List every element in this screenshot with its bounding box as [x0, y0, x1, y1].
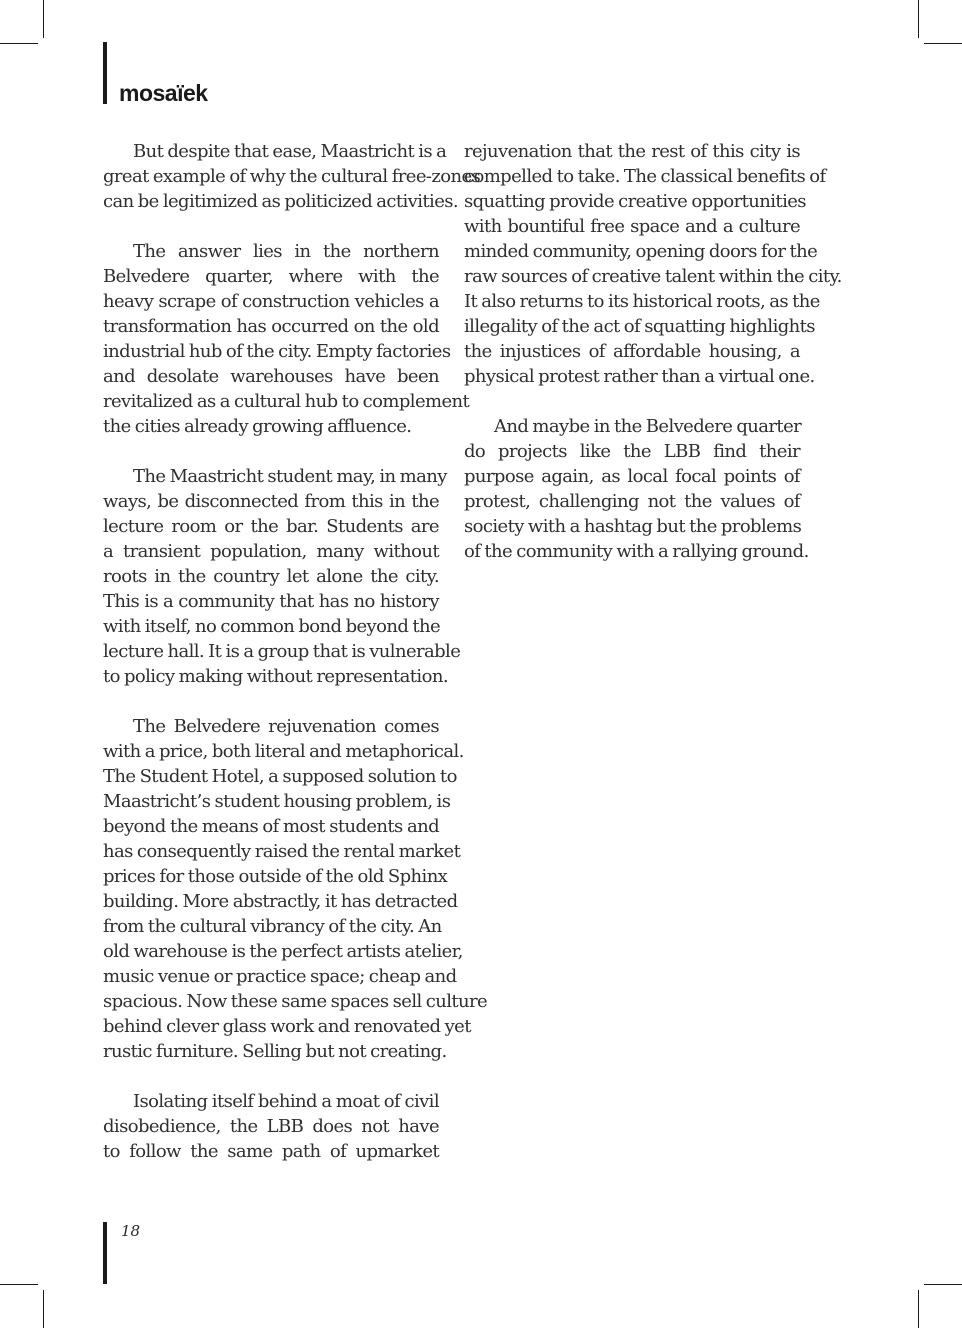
- paragraph: [464, 139, 842, 389]
- text-line: prices for those outside of the old Sphinx: [103, 866, 448, 887]
- text-line: physical protest rather than a virtual one.: [464, 366, 815, 387]
- paragraph: [464, 414, 809, 564]
- crop-mark-bottom-left-horizontal: [0, 1284, 38, 1285]
- crop-mark-bottom-left-vertical: [43, 1290, 44, 1328]
- text-line: the injustices of affordable housing, a: [464, 341, 800, 362]
- text-line: to policy making without representation.: [103, 666, 448, 687]
- text-line: from the cultural vibrancy of the city. An: [103, 916, 442, 937]
- text-line: lecture hall. It is a group that is vulnerable: [103, 641, 461, 662]
- text-line: beyond the means of most students and: [103, 816, 439, 837]
- text-line: squatting provide creative opportunities: [464, 191, 806, 212]
- text-line: a transient population, many without: [103, 541, 439, 562]
- text-line: roots in the country let alone the city.: [103, 566, 439, 587]
- text-line: Isolating itself behind a moat of civil: [133, 1091, 439, 1112]
- text-line: disobedience, the LBB does not have: [103, 1116, 439, 1137]
- text-line: compelled to take. The classical benefits of: [464, 166, 826, 187]
- text-line: But despite that ease, Maastricht is a: [133, 141, 447, 162]
- paragraph-gap: [103, 214, 439, 239]
- text-line: It also returns to its historical roots, as the: [464, 291, 820, 312]
- footer-rule: [103, 1222, 107, 1284]
- paragraph-gap: [464, 389, 800, 414]
- paragraph: [103, 714, 488, 1064]
- text-line: rejuvenation that the rest of this city is: [464, 141, 800, 162]
- text-line: music venue or practice space; cheap and: [103, 966, 457, 987]
- crop-mark-top-left-horizontal: [0, 43, 38, 44]
- text-line: with bountiful free space and a culture: [464, 216, 800, 237]
- crop-mark-top-right-vertical: [918, 0, 919, 38]
- text-line: This is a community that has no history: [103, 591, 439, 612]
- text-line: of the community with a rallying ground.: [464, 541, 809, 562]
- text-line: illegality of the act of squatting highlights: [464, 316, 815, 337]
- text-line: spacious. Now these same spaces sell culture: [103, 991, 488, 1012]
- text-line: The Maastricht student may, in many: [133, 466, 447, 487]
- paragraph: [103, 464, 461, 689]
- paragraph: [103, 239, 470, 439]
- text-line: transformation has occurred on the old: [103, 316, 439, 337]
- left-column: [103, 139, 488, 1164]
- text-line: revitalized as a cultural hub to complement: [103, 391, 470, 412]
- text-line: And maybe in the Belvedere quarter: [494, 416, 802, 437]
- paragraph-gap: [103, 1064, 439, 1089]
- text-line: raw sources of creative talent within the city.: [464, 266, 842, 287]
- text-line: minded community, opening doors for the: [464, 241, 818, 262]
- text-line: great example of why the cultural free-zones: [103, 166, 481, 187]
- text-line: The Belvedere rejuvenation comes: [133, 716, 439, 737]
- crop-mark-top-left-vertical: [43, 0, 44, 38]
- text-line: The answer lies in the northern: [133, 241, 439, 262]
- paragraph: [103, 1089, 439, 1164]
- text-line: the cities already growing affluence.: [103, 416, 412, 437]
- text-line: has consequently raised the rental market: [103, 841, 461, 862]
- crop-mark-bottom-right-horizontal: [924, 1284, 962, 1285]
- text-line: heavy scrape of construction vehicles a: [103, 291, 439, 312]
- text-line: society with a hashtag but the problems: [464, 516, 802, 537]
- text-line: can be legitimized as politicized activities.: [103, 191, 459, 212]
- text-line: rustic furniture. Selling but not creating.: [103, 1041, 447, 1062]
- text-line: behind clever glass work and renovated yet: [103, 1016, 471, 1037]
- right-column: [464, 139, 842, 564]
- page-number: 18: [121, 1222, 141, 1240]
- text-line: Belvedere quarter, where with the: [103, 266, 439, 287]
- text-line: old warehouse is the perfect artists atelier,: [103, 941, 463, 962]
- text-line: with itself, no common bond beyond the: [103, 616, 441, 637]
- text-line: building. More abstractly, it has detracted: [103, 891, 458, 912]
- text-line: with a price, both literal and metaphorical.: [103, 741, 464, 762]
- text-line: The Student Hotel, a supposed solution to: [103, 766, 457, 787]
- text-line: protest, challenging not the values of: [464, 491, 800, 512]
- paragraph: [103, 139, 481, 214]
- text-line: do projects like the LBB find their: [464, 441, 800, 462]
- text-line: Maastricht’s student housing problem, is: [103, 791, 451, 812]
- header-rule: [103, 42, 107, 104]
- text-line: and desolate warehouses have been: [103, 366, 439, 387]
- text-line: industrial hub of the city. Empty factories: [103, 341, 451, 362]
- text-line: lecture room or the bar. Students are: [103, 516, 439, 537]
- text-line: ways, be disconnected from this in the: [103, 491, 439, 512]
- magazine-name: mosaïek: [119, 80, 208, 106]
- text-line: to follow the same path of upmarket: [103, 1141, 439, 1162]
- crop-mark-bottom-right-vertical: [918, 1290, 919, 1328]
- crop-mark-top-right-horizontal: [924, 43, 962, 44]
- paragraph-gap: [103, 439, 439, 464]
- text-line: purpose again, as local focal points of: [464, 466, 800, 487]
- paragraph-gap: [103, 689, 439, 714]
